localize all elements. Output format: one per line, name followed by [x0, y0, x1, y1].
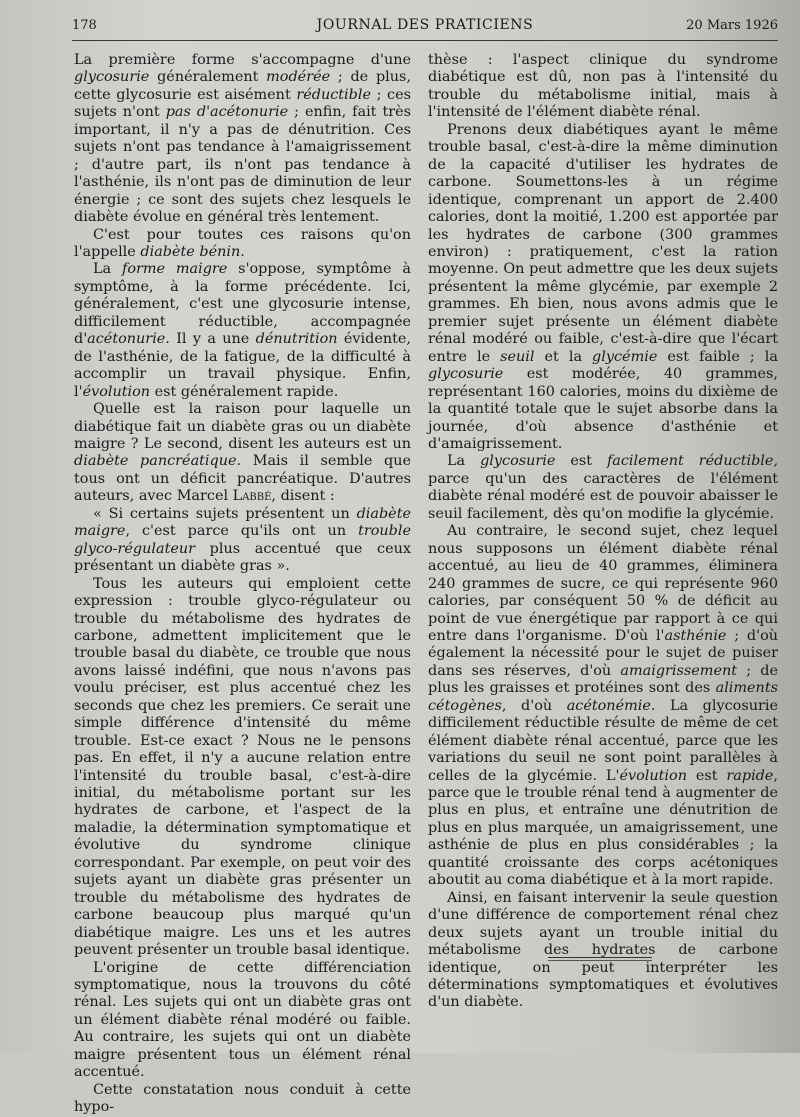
text-run: , parce que le trouble rénal tend à augmenter de plus en plus, et entraîne une dénutrition de plus en plus marquée, un amaigrissement, une asthénie de plus en plus considérables ; la quantité croissante des corps acétoniques aboutit au coma diabétique et à la mort rapide.	[428, 767, 778, 889]
paragraph	[74, 261, 411, 401]
text-run: Cette constatation nous conduit à cette hypo-	[74, 1081, 411, 1116]
text-run: s'oppose, symptôme à symptôme, à la forme précédente. Ici, généralement, c'est une glycosurie intense, difficilement réductible, accompagnée d'	[74, 261, 412, 348]
paragraph	[74, 401, 411, 506]
text-run: est	[686, 767, 727, 784]
paragraph	[428, 890, 778, 1012]
text-run: et la	[534, 348, 593, 365]
italic-text: acétonémie.	[566, 697, 656, 714]
text-run: ; d'où également la nécessité pour le sujet de puiser dans ses réserves, d'où	[428, 627, 778, 679]
italic-text: aliments cétogènes	[428, 680, 778, 714]
text-run: Il y a une	[169, 331, 256, 348]
text-run: ; de plus, cette glycosurie est aisément	[74, 69, 412, 103]
text-run: ; ces sujets n'ont	[74, 86, 411, 121]
text-run: thèse : l'aspect clinique du syndrome diabétique est dû, non pas à l'intensité du trouble du métabolisme initial, mais à l'intensité de l'élément diabète rénal.	[428, 52, 778, 121]
italic-text: diabète pancréatique.	[74, 453, 242, 470]
text-run: La glycosurie difficilement réductible résulte de même de cet élément diabète rénal accentué, parce que les variations du seuil ne sont point parallèles à celles de la glycémie. L'	[428, 697, 778, 784]
paragraph	[428, 453, 778, 523]
italic-text: modérée	[266, 69, 331, 86]
text-run: plus accentué que ceux présentant un diabète gras ».	[74, 540, 411, 575]
page-number: 178	[72, 18, 97, 33]
italic-text: trouble glyco-régulateur	[74, 523, 411, 557]
author-name: Labbé	[232, 488, 272, 505]
text-run: évidente, de l'asthénie, de la fatigue, de la difficulté à accomplir un travail physique. Enfin, l'	[74, 331, 411, 400]
italic-text: acétonurie.	[87, 331, 170, 348]
running-header	[72, 14, 778, 41]
italic-text: asthénie	[664, 627, 727, 644]
text-run: Mais il semble que tous ont un déficit pancréatique. D'autres auteurs, avec Marcel	[74, 453, 412, 505]
text-run: parce qu'un des caractères de l'élément diabète rénal modéré est de pouvoir abaisser le seuil facilement, dès qu'on modifie la glycémie.	[428, 470, 778, 522]
paragraph	[74, 576, 411, 960]
italic-text: dénutrition	[255, 331, 338, 348]
paragraph	[428, 52, 778, 122]
italic-text: pas d'acétonurie	[165, 104, 289, 121]
italic-text: diabète bénin.	[140, 243, 245, 260]
text-run: Ainsi, en faisant intervenir la seule question d'une différence de comportement rénal chez deux sujets ayant un trouble initial du métabolisme des hydrates de carbone identique, on peut interpréter les déterminations symptomatiques et évolutives d'un diabète.	[428, 889, 778, 1011]
left-text-column	[74, 52, 411, 1117]
text-run: La	[93, 261, 122, 278]
text-run: ; de plus les graisses et protéines sont des	[428, 662, 778, 697]
text-run: est	[555, 453, 607, 470]
text-run: « Si certains sujets présentent un	[93, 505, 357, 522]
text-run: L'origine de cette différenciation symptomatique, nous la trouvons du côté rénal. Les sujets qui ont un diabète gras ont un élément diabète rénal modéré ou faible. Au contraire, les sujets qui ont un diabète maigre présentent tous un élément rénal accentué.	[74, 959, 411, 1081]
text-run: La première forme s'accompagne d'une	[74, 52, 411, 68]
paragraph	[74, 52, 411, 227]
italic-text: amaigrissement	[620, 662, 738, 679]
text-run: La	[447, 453, 481, 470]
text-run: est faible ; la	[657, 348, 778, 365]
italic-text: seuil	[500, 348, 535, 365]
text-run: Au contraire, le second sujet, chez lequel nous supposons un élément diabète rénal accentué, au lieu de 40 grammes, éliminera 240 grammes de sucre, ce qui représente 960 calories, par conséquent 50 % de déficit au point de vue énergétique par rapport à ce qui entre dans l'organisme. D'où l'	[428, 523, 778, 644]
text-run: est généralement rapide.	[150, 383, 339, 400]
journal-title: JOURNAL DES PRATICIENS	[316, 17, 534, 33]
text-run: C'est pour toutes ces raisons qu'on l'appelle	[74, 226, 411, 260]
text-run: , d'où	[501, 697, 567, 714]
italic-text: glycosurie	[74, 69, 150, 86]
paragraph	[74, 1082, 411, 1117]
italic-text: évolution	[619, 767, 687, 784]
italic-text: facilement réductible,	[606, 453, 778, 470]
paragraph	[428, 523, 778, 890]
right-text-column	[428, 52, 778, 1012]
text-run: Tous les auteurs qui emploient cette expression : trouble glyco-régulateur ou trouble du métabolisme des hydrates de carbone, admettent implicitement que le trouble basal du diabète, ce trouble que nous avons laissé indéfini, que nous n'avons pas voulu préciser, est plus accentué chez les seconds que chez les premiers. Ce serait une simple différence d'intensité du même trouble. Est-ce exact ? Nous ne le pensons pas. En effet, il n'y a aucune relation entre l'intensité du trouble basal, c'est-à-dire initial, du métabolisme portant sur les hydrates de carbone, et l'aspect de la maladie, la détermination symptomatique et évolutive du syndrome clinique correspondant. Par exemple, on peut voir des sujets ayant un diabète gras présenter un trouble du métabolisme des hydrates de carbone beaucoup plus marqué qu'un diabétique maigre. Les uns et les autres peuvent présenter un trouble basal identique.	[74, 575, 411, 959]
paragraph	[428, 122, 778, 454]
italic-text: rapide	[726, 767, 774, 784]
paragraph	[74, 227, 411, 262]
paragraph	[74, 960, 411, 1082]
italic-text: glycémie	[592, 348, 658, 365]
issue-date: 20 Mars 1926	[686, 18, 778, 33]
text-run: , c'est parce qu'ils ont un	[125, 523, 359, 540]
text-run: , disent :	[271, 488, 335, 505]
italic-text: diabète maigre	[74, 505, 411, 540]
text-run: Prenons deux diabétiques ayant le même trouble basal, c'est-à-dire la même diminution de la capacité d'utiliser les hydrates de carbone. Soumettons-les à un régime identique, comprenant un apport de 2.400 calories, dont la moitié, 1.200 est apportée par les hydrates de carbone (300 grammes environ) : pratiquement, c'est la ration moyenne. On peut admettre que les deux sujets présentent la même glycémie, par exemple 2 grammes. Eh bien, nous avons admis que le premier sujet présente un élément diabète rénal modéré ou faible, c'est-à-dire que l'écart entre le	[428, 121, 778, 365]
italic-text: réductible	[296, 86, 371, 103]
italic-text: glycosurie	[428, 366, 504, 383]
italic-text: glycosurie	[480, 453, 556, 470]
end-of-article-rule	[548, 957, 652, 961]
italic-text: évolution	[82, 383, 151, 400]
text-run: Quelle est la raison pour laquelle un diabétique fait un diabète gras ou un diabète maigre ? Le second, disent les auteurs est un	[74, 401, 411, 452]
text-run: généralement	[149, 69, 267, 86]
text-run: est modérée, 40 grammes, représentant 160 calories, moins du dixième de la quantité totale que le sujet absorbe dans la journée, d'où absence d'asthénie et d'amaigrissement.	[428, 366, 778, 452]
text-run: ; enfin, fait très important, il n'y a pas de dénutrition. Ces sujets n'ont pas tendance à l'amaigrissement ; d'autre part, ils n'ont pas tendance à l'asthénie, ils n'ont pas de diminution de leur énergie ; ce sont des sujets chez lesquels le diabète évolue en général très lentement.	[74, 104, 412, 226]
italic-text: forme maigre	[122, 261, 228, 278]
paragraph	[74, 506, 411, 576]
